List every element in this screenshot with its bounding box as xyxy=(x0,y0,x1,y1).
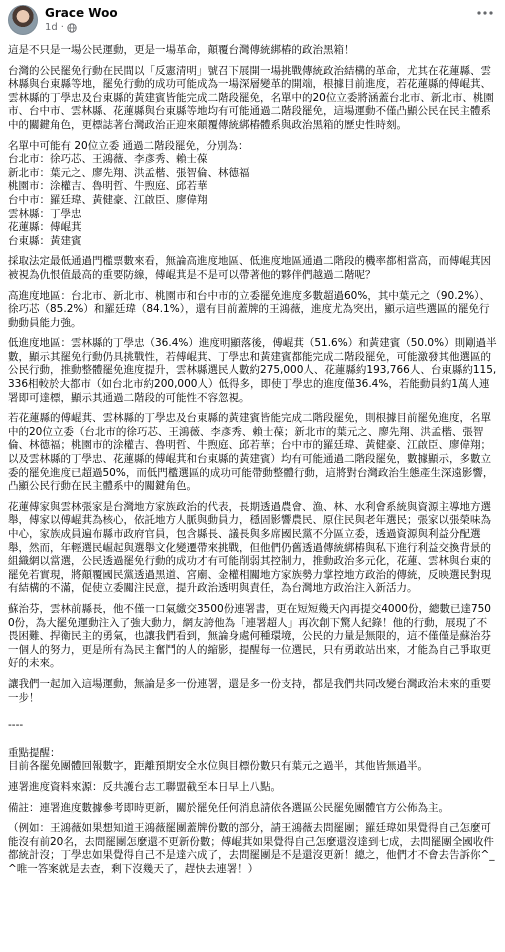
call-to-action-paragraph: 讓我們一起加入這場運動，無論是多一份連署，還是多一份支持，都是我們共同改變台灣政治未來的重要一步！ xyxy=(8,677,491,704)
recall-list-item: 台東縣：黃建賓 xyxy=(8,234,82,247)
recall-list-item: 桃園市：涂權吉、魯明哲、牛煦庭、邱若華 xyxy=(8,180,208,193)
data-source-paragraph: 連署進度資料來源：反共護台志工聯盟截至本日早上八點。 xyxy=(8,780,281,793)
reminder-text: 目前各罷免團體回報數字，距離預期安全水位與目標份數只有葉元之過半，其他皆無過半。 xyxy=(8,760,428,773)
recall-list-item: 雲林縣：丁學忠 xyxy=(8,207,82,220)
recall-list-item: 花蓮縣：傅崐萁 xyxy=(8,221,82,234)
example-paragraph: （例如：王鴻薇如果想知道王鴻薇罷團蓋牌份數的部分，請王鴻薇去問罷團；羅廷瑋如果覺得自己怎麼可能沒有前20名，去問罷團怎麼還不更新份數；傅崐萁如果覺得自己怎麼還沒達到七成，去問罷團全國收件都統計沒；丁學忠如果覺得自己不是達六成了，去問罷團是不是還沒更新！總之，他們才不會去告訴你^_^唯一答案就是去查，剩下沒幾天了，趕快去連署！） xyxy=(8,822,495,875)
author-name-link[interactable]: Grace Woo xyxy=(45,6,118,20)
post-meta xyxy=(45,22,77,33)
family-politics-paragraph: 花蓮傅家與雲林張家是台灣地方家族政治的代表，長期透過農會、漁、林、水利會系統與資源主導地方選舉，傅家以傅崐萁為核心，依託地方人脈與動員力，穩固影響農民、原住民與老年選民；張家以張榮味為中心，家族成員遍布縣市政府官員，包含縣長、議長與多席國民黨不分區立委，透過資源與利益分配選舉，然而，年輕選民崛起與選舉文化變遷帶來挑戰，但他們仍舊透過傳統綁樁與私下進行利益交換背景的組織網以當選，公民透過罷免行動的成功才有可能削弱其控制力，推動政治多元化，花蓮、雲林與台東的罷免若實現，將顛覆國民黨透過黑道、宮廟、金權相關地方家族勢力掌控地方政治的傳統，反映選民對現有結構的不滿，促使立委關注民意，提升政治透明與責任，為台灣地方政治注入新活力。 xyxy=(8,500,491,595)
threshold-paragraph: 採取法定最低通過門檻票數來看，無論高進度地區、低進度地區通過二階段的機率都相當高，而傅崐萁因被視為仇恨值最高的重要防線，傅崐萁是不是可以帶著他的夥伴們越過二階呢？ xyxy=(8,255,491,281)
recall-list-title: 名單中可能有 20位立委 通過二階段罷免，分別為： xyxy=(8,139,249,152)
more-options-icon[interactable] xyxy=(475,6,495,20)
note-paragraph: 備註：連署進度數據參考即時更新，關於罷免任何消息請依各選區公民罷免團體官方公佈為主。 xyxy=(8,801,449,814)
reminder-block xyxy=(8,747,497,774)
recall-list-item: 新北市：葉元之、廖先翔、洪孟楷、張智倫、林德福 xyxy=(8,166,250,179)
post-headline: 這是不只是一場公民運動，更是一場革命，顛覆台灣傳統綁樁的政治黑箱！ xyxy=(8,44,355,56)
su-chih-fen-paragraph: 蘇治芬，雲林前縣長，他不僅一口氣繳交3500份連署書，更在短短幾天內再提交4000份，總數已達7500份，為大罷免運動注入了強大動力，網友誇他為「連署超人」再次創下驚人紀錄！他的行動，展現了不畏困難、捍衛民主的勇氣，也讓我們看到，無論身處何種環境，公民的力量是無限的，這不僅僅是蘇治芬一個人的努力，更是所有為民主奮鬥的人的縮影，提醒每一位選民，只有勇敢站出來，才能為自己爭取更好的未來。 xyxy=(8,602,491,670)
post-intro-paragraph: 台灣的公民罷免行動在民間以「反憲清明」號召下展開一場挑戰傳統政治結構的革命，尤其在花蓮縣、雲林縣與台東縣等地，罷免行動的成功可能成為一場深層變革的開端，根據目前進度，若花蓮縣的傅崐萁、雲林縣的丁學忠及台東縣的黃建賓皆能完成二階段罷免，名單中的20位立委將涵蓋台北市、新北市、桃園市、台中市、雲林縣、花蓮縣與台東縣等地均有可能通過二階段罷免，這場運動不僅凸顯公民在民主體系中的關鍵角色，更標誌著台灣政治正迎來顛覆傳統綁樁體系與政治黑箱的歷史性時刻。 xyxy=(8,64,494,131)
avatar[interactable] xyxy=(8,5,38,35)
meta-separator: · xyxy=(60,22,64,33)
post-body xyxy=(0,40,505,876)
text-divider: ---- xyxy=(8,719,24,732)
post-timestamp-link[interactable]: 1d xyxy=(45,22,58,33)
summary-paragraph: 若花蓮縣的傅崐萁、雲林縣的丁學忠及台東縣的黃建賓皆能完成二階段罷免，則根據目前罷免進度，名單中的20位立委（台北市的徐巧芯、王鴻薇、李彥秀、賴士葆；新北市的葉元之、廖先翔、洪孟楷、張智倫、林德福；桃園市的涂權吉、魯明哲、牛煦庭、邱若華；台中市的羅廷瑋、黃健豪、江啟臣、廖偉翔；以及雲林縣的丁學忠、花蓮縣的傅崐萁和台東縣的黃建賓）均有可能通過二階段罷免，數據顯示，多數立委的罷免進度已超過50%，而低門檻選區的成功可能帶動整體行動，這將對台灣政治生態產生深遠影響，凸顯公民行動在民主體系中的關鍵角色。 xyxy=(8,412,494,493)
recall-list-item: 台中市：羅廷瑋、黃健豪、江啟臣、廖偉翔 xyxy=(8,193,208,206)
globe-icon xyxy=(67,23,77,33)
reminder-title: 重點提醒： xyxy=(8,746,61,759)
recall-list xyxy=(8,140,497,249)
low-progress-paragraph: 低進度地區：雲林縣的丁學忠（36.4%）進度明顯落後，傅崐萁（51.6%）和黃建賓（50.0%）則剛過半數，顯示其罷免行動仍具挑戰性，若傅崐萁、丁學忠和黃建賓都能完成二階段罷免，可能激發其他選區的公民行動，推動整體罷免進度提升，雲林縣選民人數約275,000人、花蓮縣約193,766人、台東縣約115,336相較於大都市（如台北市約200,000人）低得多，即使丁學忠的進度僅36.4%，若能動員約1萬人連署即可達標，顯示其通過二階段的可能性不容忽視。 xyxy=(8,337,497,404)
recall-list-item: 台北市：徐巧芯、王鴻薇、李彥秀、賴士葆 xyxy=(8,153,208,166)
post-header xyxy=(0,0,505,40)
high-progress-paragraph: 高進度地區：台北市、新北市、桃園市和台中市的立委罷免進度多數超過60%，其中葉元之（90.2%）、徐巧芯（85.2%）和羅廷瑋（84.1%），還有目前蓋牌的王鴻薇，進度尤為突出，顯示這些選區的罷免行動動員能力強。 xyxy=(8,289,490,329)
